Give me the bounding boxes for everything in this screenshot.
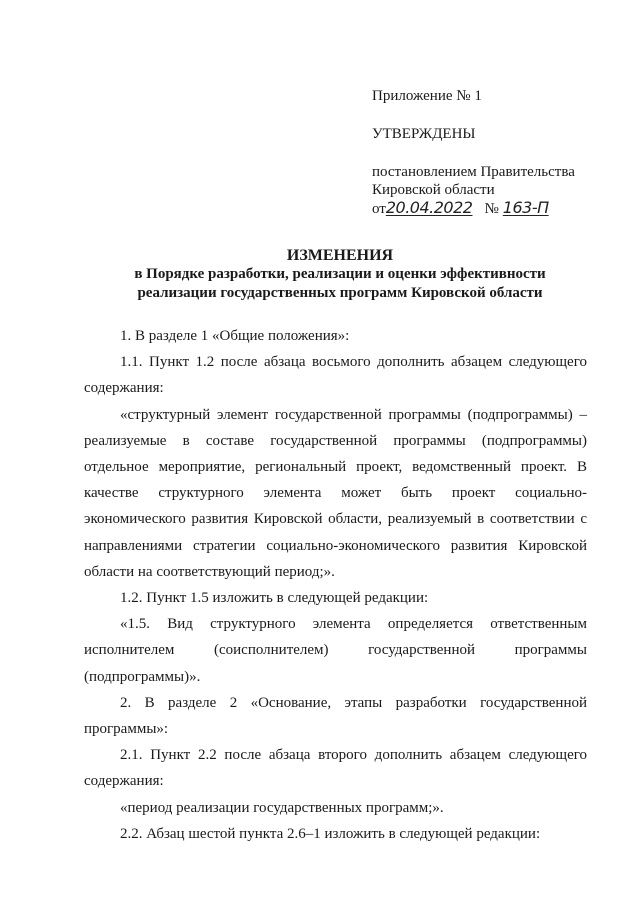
handwritten-number: 163-П [502,198,549,217]
approval-stamp-block [372,80,612,218]
decree-line-2: Кировской области [372,182,495,198]
paragraph: «1.5. Вид структурного элемента определяется ответственным исполнителем (соисполнителем) государственной программы (подпрограммы)». [84,616,587,685]
appendix-label: Приложение № 1 [372,88,482,104]
date-prefix: от [372,201,386,217]
paragraph: 2.2. Абзац шестой пункта 2.6–1 изложить в следующей редакции: [120,825,541,842]
paragraph: 1.2. Пункт 1.5 изложить в следующей редакции: [120,590,429,607]
document-subtitle-line-2: реализации государственных программ Кировской области [137,285,543,301]
decree-line-1: постановлением Правительства [372,164,575,180]
paragraph: «период реализации государственных программ;». [120,799,444,816]
document-title: ИЗМЕНЕНИЯ [286,247,394,264]
document-body [84,323,587,847]
paragraph: 1.1. Пункт 1.2 после абзаца восьмого дополнить абзацем следующего содержания: [84,354,587,397]
paragraph: 2.1. Пункт 2.2 после абзаца второго дополнить абзацем следующего содержания: [84,747,587,790]
document-title-block [110,246,570,303]
decree-reference [372,163,612,218]
document-subtitle-line-1: в Порядке разработки, реализации и оценки эффективности [134,266,546,282]
paragraph: 1. В разделе 1 «Общие положения»: [120,328,350,344]
number-sign: № [484,201,499,217]
approved-label: УТВЕРЖДЕНЫ [372,126,476,142]
paragraph: 2. В разделе 2 «Основание, этапы разработки государственной программы»: [84,694,587,738]
decree-date-line [372,199,612,218]
handwritten-date: 20.04.2022 [385,198,473,217]
paragraph: «структурный элемент государственной программы (подпрограммы) – реализуемые в составе государственной программы (подпрограммы) отдельное мероприятие, региональный проект, ведомственный проект. В качестве структурного элемента может быть проект социально-экономического развития Кировской области, реализуемый в соответствии с направлениями стратегии социально-экономического развития Кировской области на соответствующий период;». [84,406,587,580]
